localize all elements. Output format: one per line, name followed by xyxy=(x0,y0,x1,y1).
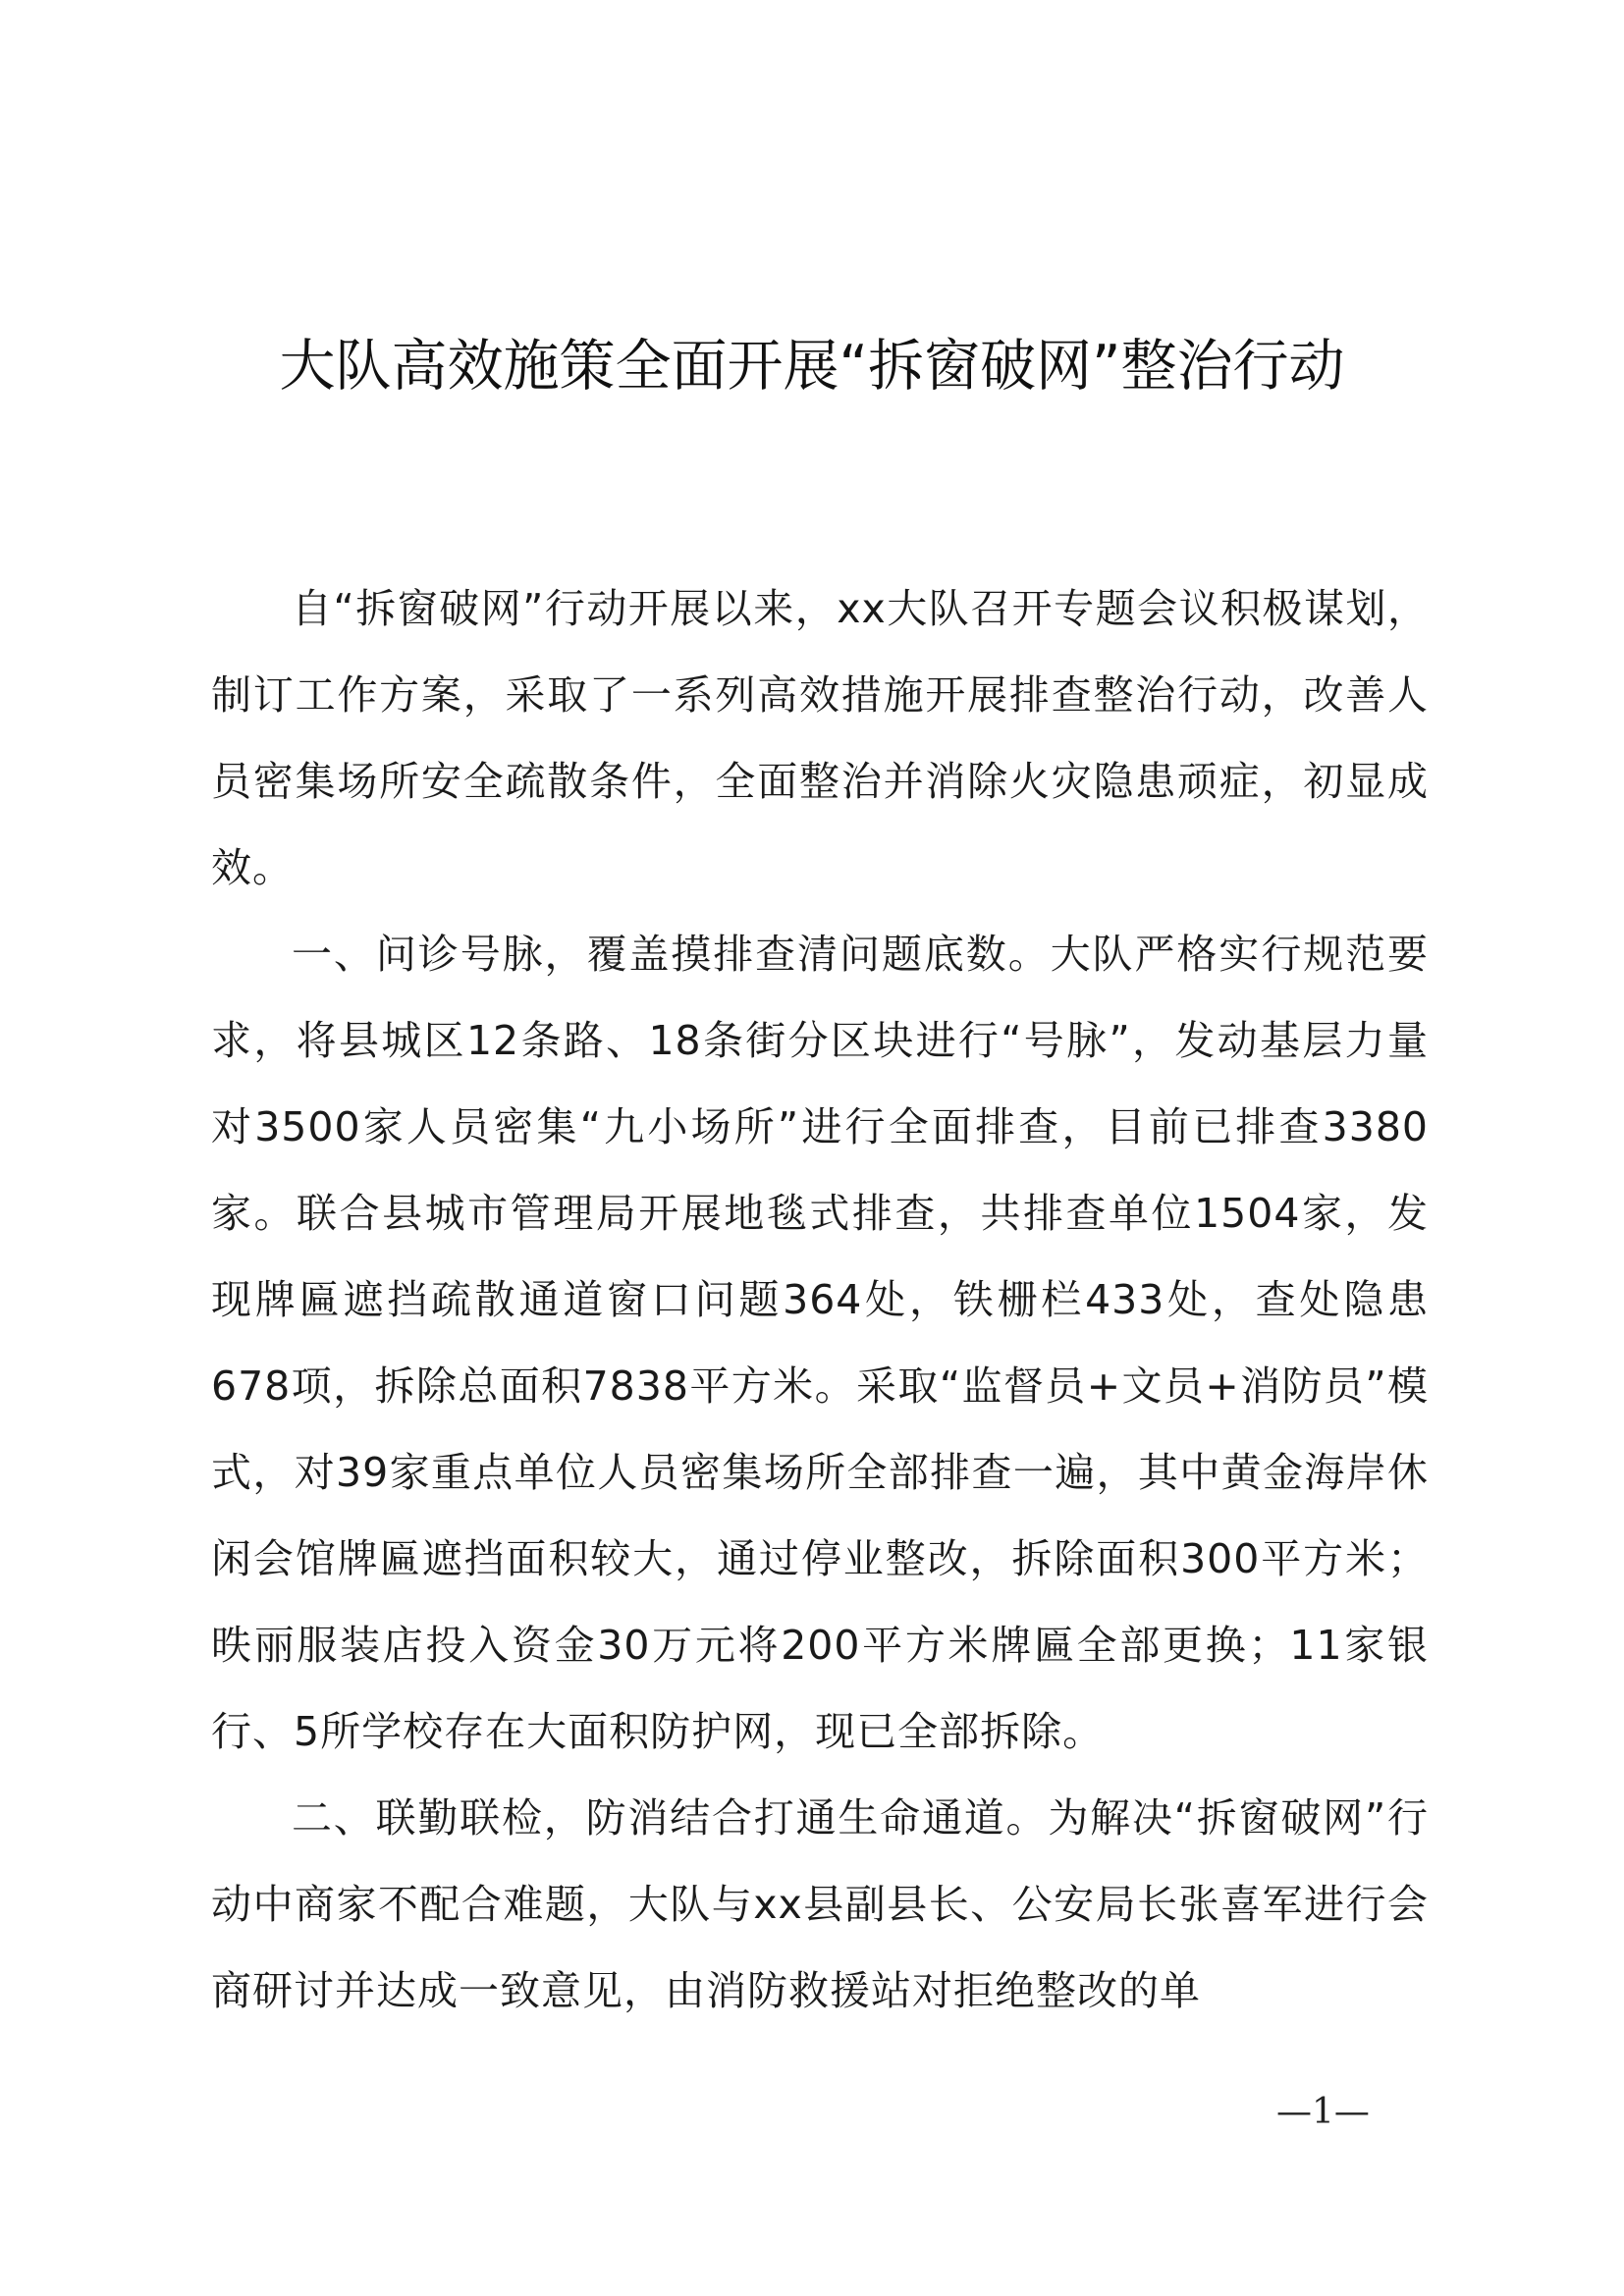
page-number: —1— xyxy=(1276,2092,1370,2132)
paragraph-section-1: 一、问诊号脉，覆盖摸排查清问题底数。大队严格实行规范要求，将县城区12条路、18条街分区块进行“号脉”，发动基层力量对3500家人员密集“九小场所”进行全面排查，目前已排查3380家。联合县城市管理局开展地毯式排查，共排查单位1504家，发现牌匾遮挡疏散通道窗口问题364处，铁栅栏433处，查处隐患678项，拆除总面积7838平方米。采取“监督员+文员+消防员”模式，对39家重点单位人员密集场所全部排查一遍，其中黄金海岸休闲会馆牌匾遮挡面积较大，通过停业整改，拆除面积300平方米；昳丽服装店投入资金30万元将200平方米牌匾全部更换；11家银行、5所学校存在大面积防护网，现已全部拆除。 xyxy=(211,931,1429,1755)
document-body xyxy=(211,565,1429,2034)
document-title: 大队高效施策全面开展“拆窗破网”整治行动 xyxy=(279,334,1345,399)
paragraph-intro: 自“拆窗破网”行动开展以来，xx大队召开专题会议积极谋划，制订工作方案，采取了一系列高效措施开展排查整治行动，改善人员密集场所安全疏散条件，全面整治并消除火灾隐患顽症，初显成效。 xyxy=(211,585,1429,891)
paragraph-section-2: 二、联勤联检，防消结合打通生命通道。为解决“拆窗破网”行动中商家不配合难题，大队与xx县副县长、公安局长张喜军进行会商研讨并达成一致意见，由消防救援站对拒绝整改的单 xyxy=(211,1794,1429,2014)
